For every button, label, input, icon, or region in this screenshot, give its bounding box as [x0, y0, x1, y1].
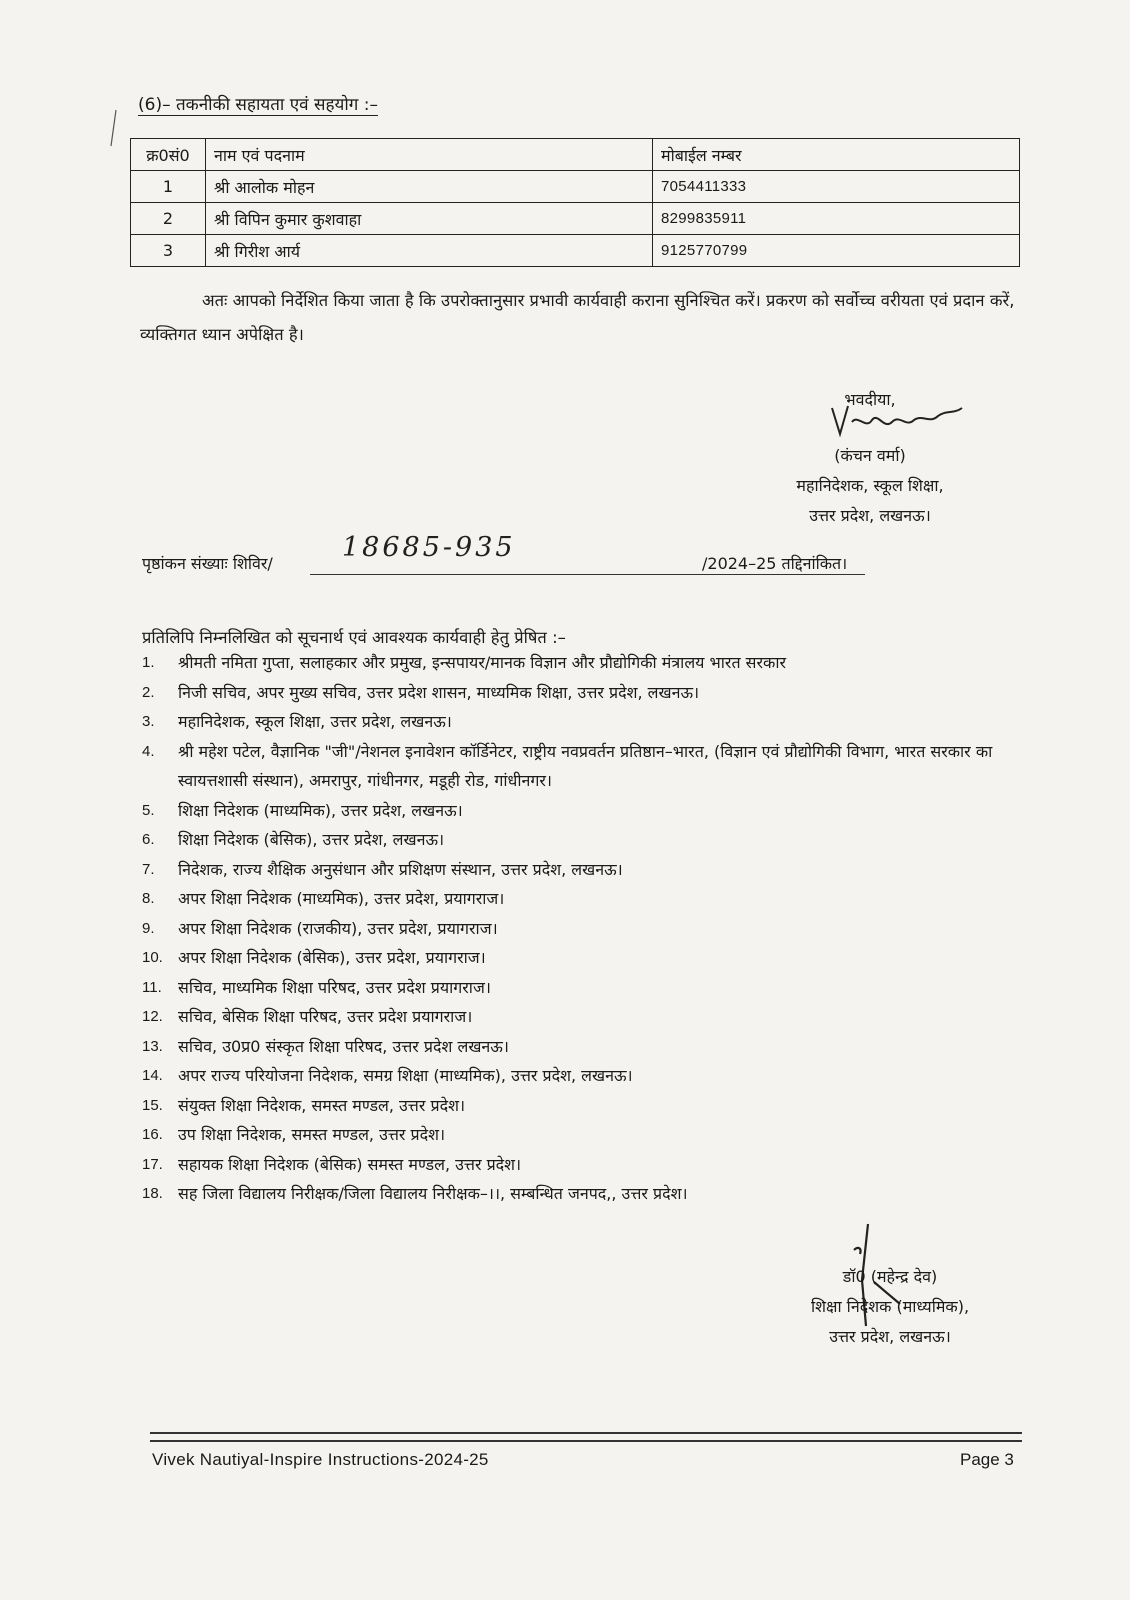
table-cell-serial: 1: [131, 171, 206, 203]
reference-underline: [310, 574, 865, 575]
list-item: 11. सचिव, माध्यमिक शिक्षा परिषद, उत्तर प्रदेश प्रयागराज।: [142, 977, 491, 997]
signatory-designation: महानिदेशक, स्कूल शिक्षा,: [796, 476, 944, 495]
signatory-designation: शिक्षा निदेशक (माध्यमिक),: [810, 1297, 970, 1316]
list-item: 13. सचिव, उ0प्र0 संस्कृत शिक्षा परिषद, उत्तर प्रदेश लखनऊ।: [142, 1036, 509, 1056]
list-item: 15. संयुक्त शिक्षा निदेशक, समस्त मण्डल, उत्तर प्रदेश।: [142, 1095, 466, 1115]
instruction-paragraph: [140, 284, 1020, 352]
signatory-name: (कंचन वर्मा): [834, 446, 906, 465]
copy-intro: प्रतिलिपि निम्नलिखित को सूचनार्थ एवं आवश्यक कार्यवाही हेतु प्रेषित :–: [142, 628, 566, 647]
table-row: [131, 235, 1020, 267]
footer-divider: [150, 1432, 1022, 1442]
list-item: 4. श्री महेश पटेल, वैज्ञानिक "जी"/नेशनल इनावेशन कॉर्डिनेटर, राष्ट्रीय नवप्रवर्तन प्रतिष्ठान–भारत, (विज्ञान एवं प्रौद्योगिकी विभाग, भारत सरकार का स्वायत्तशासी संस्थान), अमरापुर, गांधीनगर, मडूही रोड, गांधीनगर।: [142, 741, 993, 790]
list-item: 8. अपर शिक्षा निदेशक (माध्यमिक), उत्तर प्रदेश, प्रयागराज।: [142, 889, 505, 908]
list-item: 6. शिक्षा निदेशक (बेसिक), उत्तर प्रदेश, लखनऊ।: [142, 830, 445, 849]
list-item: 16. उप शिक्षा निदेशक, समस्त मण्डल, उत्तर प्रदेश।: [142, 1125, 446, 1144]
signatory-place: उत्तर प्रदेश, लखनऊ।: [809, 506, 931, 525]
table-cell-name: श्री गिरीश आर्य: [206, 235, 653, 267]
recipient-list: [142, 648, 1022, 1209]
reference-suffix: /2024–25 तद्दिनांकित।: [702, 554, 848, 573]
list-item: 7. निदेशक, राज्य शैक्षिक अनुसंधान और प्रशिक्षण संस्थान, उत्तर प्रदेश, लखनऊ।: [142, 859, 623, 879]
table-header-row: [131, 139, 1020, 171]
list-item: 5. शिक्षा निदेशक (माध्यमिक), उत्तर प्रदेश, लखनऊ।: [142, 800, 463, 820]
list-item: 2. निजी सचिव, अपर मुख्य सचिव, उत्तर प्रदेश शासन, माध्यमिक शिक्षा, उत्तर प्रदेश, लखनऊ।: [142, 682, 700, 702]
list-item: 10. अपर शिक्षा निदेशक (बेसिक), उत्तर प्रदेश, प्रयागराज।: [142, 948, 486, 967]
table-cell-mobile: 9125770799: [653, 235, 1020, 267]
list-item: 18. सह जिला विद्यालय निरीक्षक/जिला विद्यालय निरीक्षक–।।, सम्बन्धित जनपद,, उत्तर प्रदेश।: [142, 1184, 688, 1203]
table-header-mobile: मोबाईल नम्बर: [653, 139, 1020, 171]
table-cell-mobile: 7054411333: [653, 171, 1020, 203]
footer-title: Vivek Nautiyal-Inspire Instructions-2024-25: [152, 1450, 489, 1469]
section-heading: (6)– तकनीकी सहायता एवं सहयोग :–: [138, 92, 378, 116]
closing-text: भवदीया,: [844, 390, 896, 409]
reference-line: [142, 532, 902, 574]
list-item: 1. श्रीमती नमिता गुप्ता, सलाहकार और प्रमुख, इन्सपायर/मानक विज्ञान और प्रौद्योगिकी मंत्रालय भारत सरकार: [142, 653, 787, 672]
table-row: [131, 203, 1020, 235]
signatory-name: डॉ0 (महेन्द्र देव): [842, 1267, 938, 1286]
list-item: 14. अपर राज्य परियोजना निदेशक, समग्र शिक्षा (माध्यमिक), उत्तर प्रदेश, लखनऊ।: [142, 1066, 633, 1085]
instruction-text: अतः आपको निर्देशित किया जाता है कि उपरोक्तानुसार प्रभावी कार्यवाही कराना सुनिश्चित करें। प्रकरण को सर्वोच्च वरीयता एवं प्रदान करें, व्यक्तिगत ध्यान अपेक्षित है।: [140, 291, 1015, 344]
footer-page-number: Page 3: [960, 1450, 1014, 1469]
signatory-place: उत्तर प्रदेश, लखनऊ।: [829, 1327, 951, 1346]
signatory-block-1: [770, 385, 970, 531]
list-item: 9. अपर शिक्षा निदेशक (राजकीय), उत्तर प्रदेश, प्रयागराज।: [142, 918, 498, 938]
technical-support-table: [130, 138, 1020, 267]
table-cell-mobile: 8299835911: [653, 203, 1020, 235]
reference-label: पृष्ठांकन संख्याः शिविर/: [142, 554, 273, 573]
table-cell-serial: 2: [131, 203, 206, 235]
table-cell-name: श्री आलोक मोहन: [206, 171, 653, 203]
table-header-serial: क्र0सं0: [131, 139, 206, 171]
reference-number: 18685-935: [342, 532, 516, 563]
table-row: [131, 171, 1020, 203]
table-cell-name: श्री विपिन कुमार कुशवाहा: [206, 203, 653, 235]
list-item: 17. सहायक शिक्षा निदेशक (बेसिक) समस्त मण्डल, उत्तर प्रदेश।: [142, 1154, 522, 1174]
table-cell-serial: 3: [131, 235, 206, 267]
list-item: 12. सचिव, बेसिक शिक्षा परिषद, उत्तर प्रदेश प्रयागराज।: [142, 1007, 473, 1026]
margin-mark: [108, 108, 120, 148]
table-header-name: नाम एवं पदनाम: [206, 139, 653, 171]
list-item: 3. महानिदेशक, स्कूल शिक्षा, उत्तर प्रदेश, लखनऊ।: [142, 712, 452, 731]
signatory-block-2: [790, 1262, 990, 1352]
